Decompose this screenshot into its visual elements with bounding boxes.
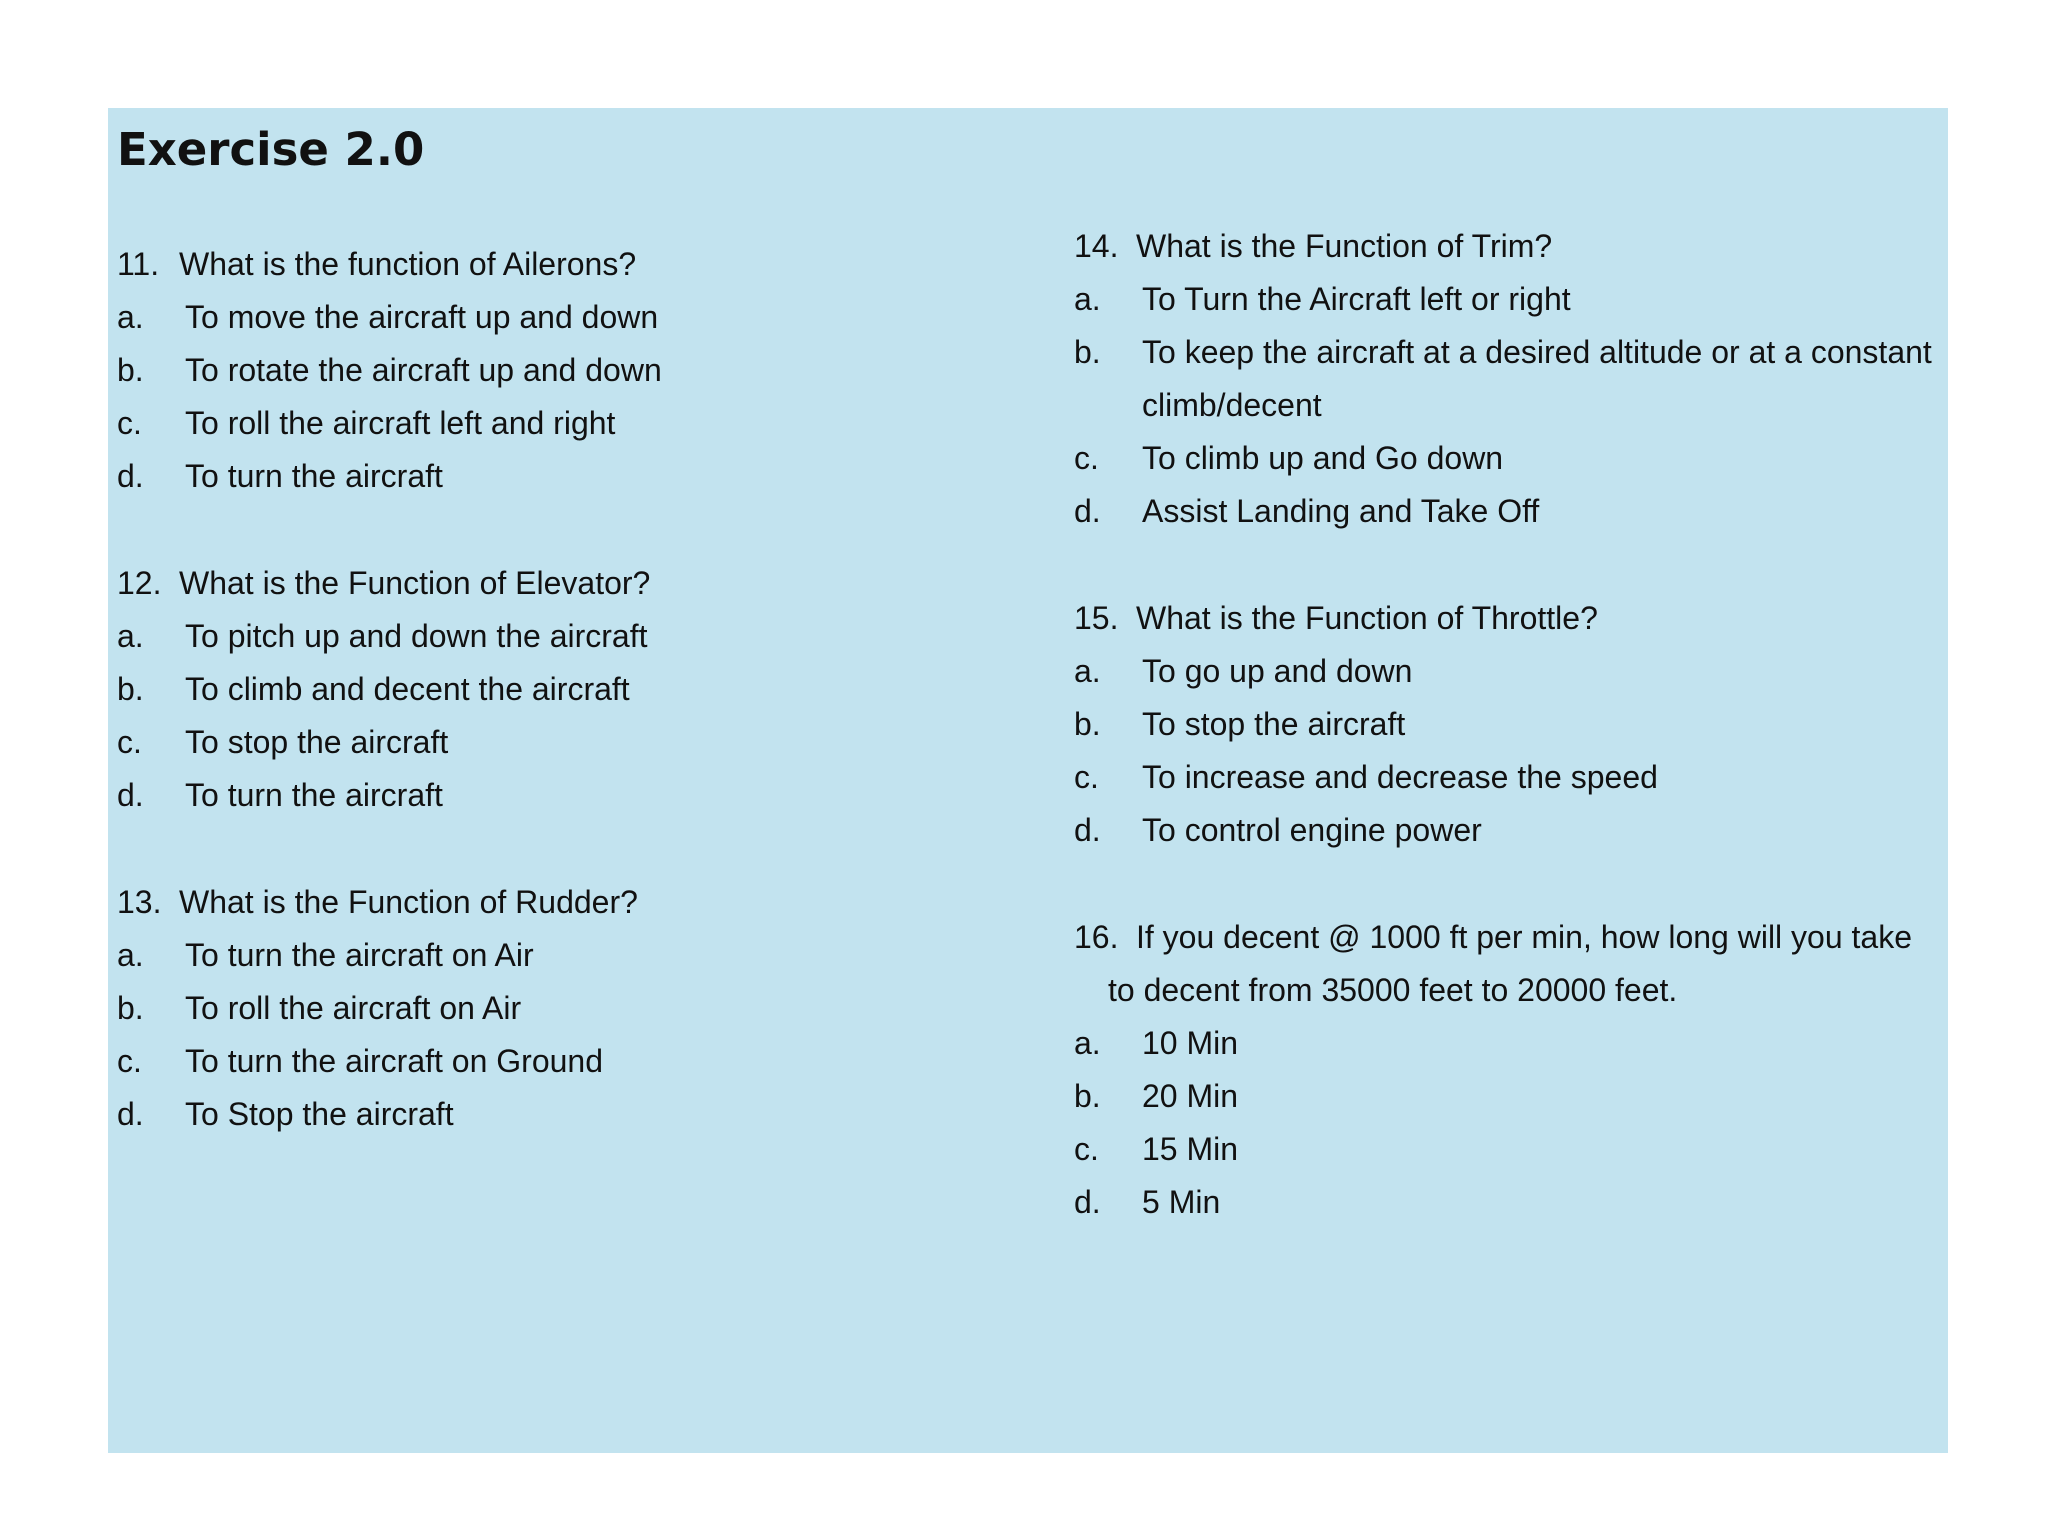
option-text: To Stop the aircraft xyxy=(185,1096,454,1132)
spacer xyxy=(117,503,1047,557)
option-item xyxy=(117,291,1047,344)
spacer xyxy=(1074,857,1934,911)
option-letter: d. xyxy=(117,1096,144,1132)
option-item xyxy=(1074,432,1934,485)
option-letter: b. xyxy=(117,671,144,707)
option-item xyxy=(1074,804,1934,857)
question-label: What is the Function of Rudder? xyxy=(179,884,638,920)
option-letter: a. xyxy=(1074,1025,1101,1061)
options-list xyxy=(1074,645,1934,857)
option-item xyxy=(117,929,1047,982)
option-text: To control engine power xyxy=(1142,812,1482,848)
option-item xyxy=(117,610,1047,663)
option-item xyxy=(1074,326,1934,432)
option-letter: d. xyxy=(117,458,144,494)
option-text: To stop the aircraft xyxy=(185,724,449,760)
option-item xyxy=(117,769,1047,822)
options-list xyxy=(1074,1017,1934,1229)
question-text xyxy=(1074,592,1934,645)
option-text: 15 Min xyxy=(1142,1131,1239,1167)
option-letter: b. xyxy=(1074,706,1101,742)
option-item xyxy=(117,663,1047,716)
question-number: 12. xyxy=(117,565,162,601)
question-14 xyxy=(1074,220,1934,538)
question-number: 15. xyxy=(1074,600,1119,636)
question-number: 16. xyxy=(1074,919,1119,955)
option-item xyxy=(1074,1123,1934,1176)
option-text: To increase and decrease the speed xyxy=(1142,759,1658,795)
question-text xyxy=(117,238,1047,291)
option-item xyxy=(117,397,1047,450)
option-letter: c. xyxy=(117,724,142,760)
option-text: To climb and decent the aircraft xyxy=(185,671,630,707)
question-label: If you decent @ 1000 ft per min, how long will you take to decent from 35000 feet to 20000 feet. xyxy=(1108,919,1913,1008)
question-label: What is the function of Ailerons? xyxy=(179,246,637,282)
options-list xyxy=(1074,273,1934,538)
option-text: To move the aircraft up and down xyxy=(185,299,659,335)
option-text: To climb up and Go down xyxy=(1142,440,1504,476)
option-letter: c. xyxy=(1074,759,1099,795)
options-list xyxy=(117,929,1047,1141)
right-column xyxy=(1074,220,1934,1229)
option-letter: b. xyxy=(1074,1078,1101,1114)
option-letter: d. xyxy=(1074,493,1101,529)
option-item xyxy=(117,344,1047,397)
options-list xyxy=(117,291,1047,503)
question-number: 14. xyxy=(1074,228,1119,264)
option-letter: a. xyxy=(117,618,144,654)
option-text: To roll the aircraft on Air xyxy=(185,990,522,1026)
option-item xyxy=(1074,1017,1934,1070)
option-item xyxy=(1074,1070,1934,1123)
question-number: 11. xyxy=(117,246,160,282)
question-11 xyxy=(117,238,1047,503)
question-16 xyxy=(1074,911,1934,1229)
option-letter: d. xyxy=(1074,812,1101,848)
option-letter: a. xyxy=(117,937,144,973)
option-text: To keep the aircraft at a desired altitude or at a constant climb/decent xyxy=(1142,334,1932,423)
question-12 xyxy=(117,557,1047,822)
option-letter: c. xyxy=(1074,440,1099,476)
question-text xyxy=(117,876,1047,929)
option-text: 10 Min xyxy=(1142,1025,1239,1061)
option-item xyxy=(1074,751,1934,804)
option-item xyxy=(117,450,1047,503)
option-letter: c. xyxy=(117,405,142,441)
exercise-slide xyxy=(108,108,1948,1453)
option-text: To roll the aircraft left and right xyxy=(185,405,616,441)
question-text xyxy=(1074,220,1934,273)
option-letter: c. xyxy=(117,1043,142,1079)
spacer xyxy=(117,822,1047,876)
option-letter: d. xyxy=(117,777,144,813)
option-item xyxy=(117,1035,1047,1088)
option-text: To pitch up and down the aircraft xyxy=(185,618,648,654)
option-text: To turn the aircraft xyxy=(185,777,443,813)
option-item xyxy=(117,982,1047,1035)
option-letter: b. xyxy=(1074,334,1101,370)
options-list xyxy=(117,610,1047,822)
option-text: 20 Min xyxy=(1142,1078,1239,1114)
option-text: To turn the aircraft xyxy=(185,458,443,494)
option-item xyxy=(117,1088,1047,1141)
question-text xyxy=(117,557,1047,610)
option-text: To Turn the Aircraft left or right xyxy=(1142,281,1571,317)
option-letter: a. xyxy=(117,299,144,335)
option-item xyxy=(117,716,1047,769)
option-letter: d. xyxy=(1074,1184,1101,1220)
left-column xyxy=(117,238,1047,1141)
option-letter: b. xyxy=(117,352,144,388)
option-text: To go up and down xyxy=(1142,653,1413,689)
option-item xyxy=(1074,645,1934,698)
option-text: Assist Landing and Take Off xyxy=(1142,493,1540,529)
option-letter: a. xyxy=(1074,653,1101,689)
option-text: To stop the aircraft xyxy=(1142,706,1406,742)
option-letter: a. xyxy=(1074,281,1101,317)
question-text xyxy=(1074,911,1934,1017)
question-label: What is the Function of Elevator? xyxy=(179,565,651,601)
option-item xyxy=(1074,1176,1934,1229)
option-item xyxy=(1074,698,1934,751)
question-15 xyxy=(1074,592,1934,857)
option-letter: c. xyxy=(1074,1131,1099,1167)
page-title: Exercise 2.0 xyxy=(117,123,425,176)
question-13 xyxy=(117,876,1047,1141)
option-text: 5 Min xyxy=(1142,1184,1221,1220)
option-text: To turn the aircraft on Air xyxy=(185,937,534,973)
option-item xyxy=(1074,273,1934,326)
question-label: What is the Function of Trim? xyxy=(1136,228,1553,264)
question-number: 13. xyxy=(117,884,162,920)
option-item xyxy=(1074,485,1934,538)
option-text: To rotate the aircraft up and down xyxy=(185,352,662,388)
question-label: What is the Function of Throttle? xyxy=(1136,600,1598,636)
option-text: To turn the aircraft on Ground xyxy=(185,1043,603,1079)
option-letter: b. xyxy=(117,990,144,1026)
spacer xyxy=(1074,538,1934,592)
